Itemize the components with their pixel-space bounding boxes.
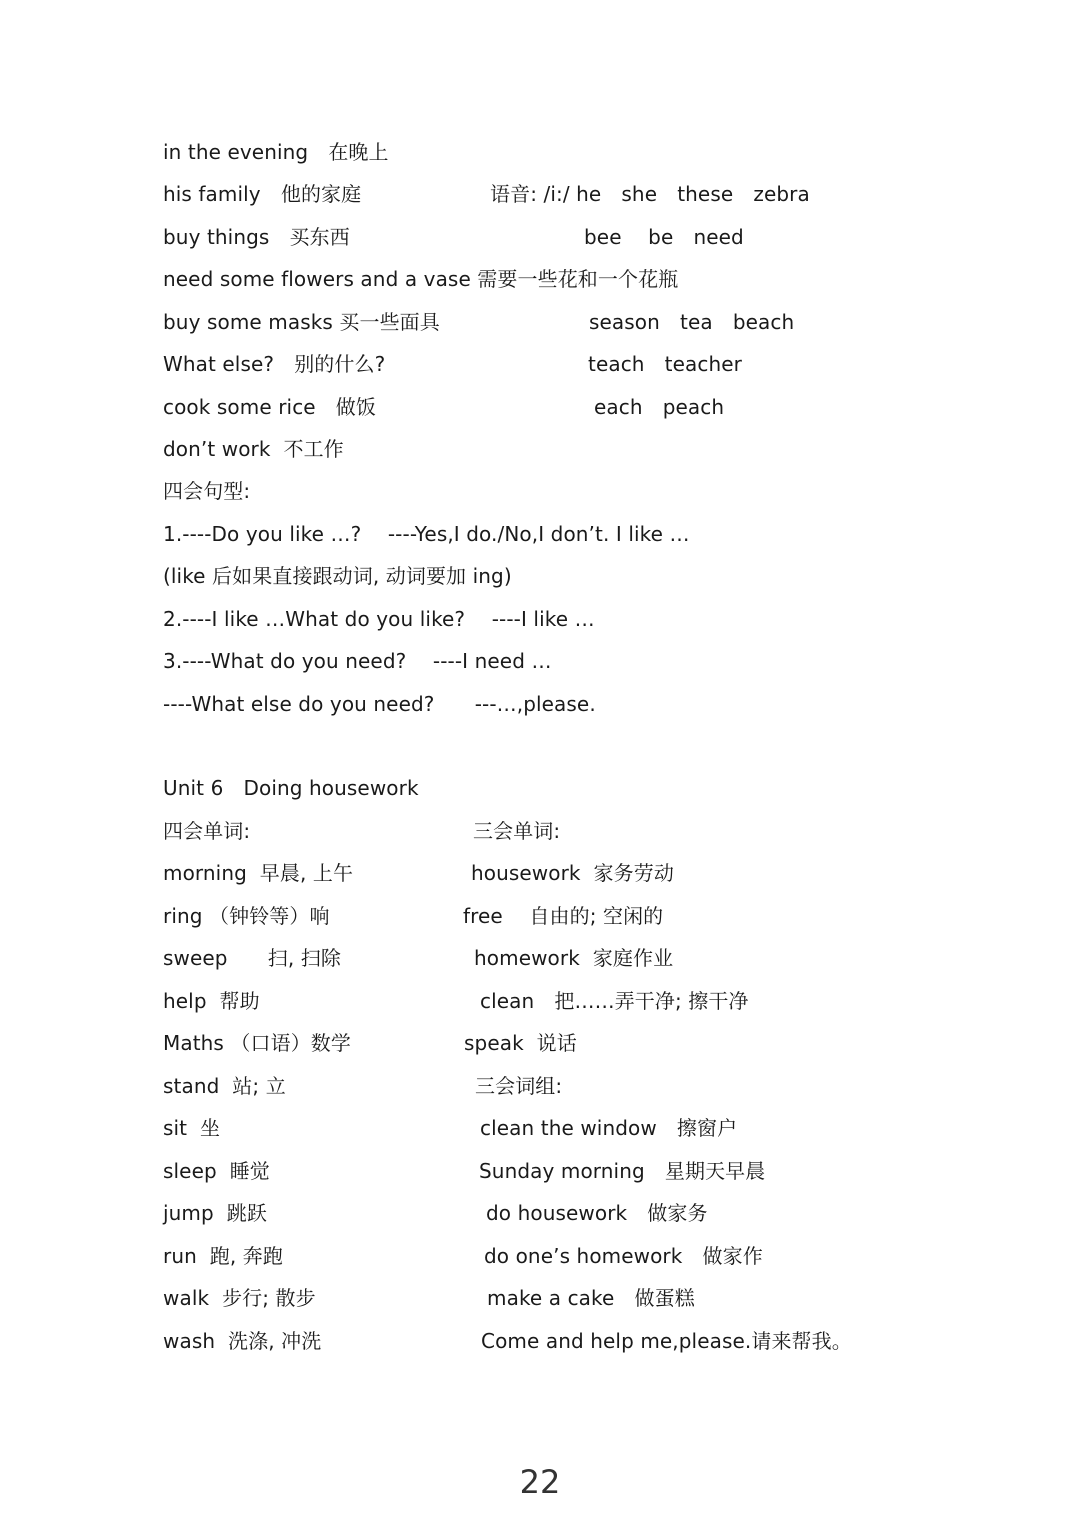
phrase-line: Come and help me,please.请来帮我。	[481, 1329, 852, 1353]
word-line: stand 站; 立	[163, 1074, 286, 1098]
word-line: help 帮助	[163, 989, 260, 1013]
phonics-line: teach teacher	[588, 352, 742, 376]
phrase-line: buy things 买东西	[163, 225, 350, 249]
word-line: homework 家庭作业	[474, 946, 674, 970]
phrase-line: in the evening 在晚上	[163, 140, 389, 164]
sentence-line: (like 后如果直接跟动词, 动词要加 ing)	[163, 564, 512, 588]
phrase-line: Sunday morning 星期天早晨	[479, 1159, 766, 1183]
word-line: speak 说话	[464, 1031, 577, 1055]
phrase-line: do one’s homework 做家作	[484, 1244, 763, 1268]
phrase-line: need some flowers and a vase 需要一些花和一个花瓶	[163, 267, 679, 291]
word-line: run 跑, 奔跑	[163, 1244, 284, 1268]
sentence-line: 3.----What do you need? ----I need …	[163, 649, 552, 673]
phrase-line: do housework 做家务	[486, 1201, 708, 1225]
phrase-line: make a cake 做蛋糕	[487, 1286, 695, 1310]
sentence-line: ----What else do you need? ---…,please.	[163, 692, 596, 716]
phrase-line: cook some rice 做饭	[163, 395, 376, 419]
sentence-line: 2.----I like …What do you like? ----I like …	[163, 607, 595, 631]
phrase-line: clean the window 擦窗户	[480, 1116, 738, 1140]
phrase-line: buy some masks 买一些面具	[163, 310, 440, 334]
word-line: sleep 睡觉	[163, 1159, 270, 1183]
phonics-line: season tea beach	[589, 310, 795, 334]
word-line: ring （钟铃等）响	[163, 904, 330, 928]
phrase-line: his family 他的家庭	[163, 182, 362, 206]
phonics-line: bee be need	[584, 225, 744, 249]
word-line: sit 坐	[163, 1116, 221, 1140]
section-heading: 四会单词:	[163, 819, 251, 843]
word-line: sweep 扫, 扫除	[163, 946, 341, 970]
word-line: clean 把……弄干净; 擦干净	[480, 989, 749, 1013]
section-heading: 三会词组:	[475, 1074, 563, 1098]
phrase-line: What else? 别的什么?	[163, 352, 386, 376]
word-line: housework 家务劳动	[471, 861, 674, 885]
sentence-line: 1.----Do you like …? ----Yes,I do./No,I don’t. I like …	[163, 522, 690, 546]
section-heading: 四会句型:	[163, 479, 251, 503]
phonics-line: each peach	[594, 395, 725, 419]
word-line: wash 洗涤, 冲洗	[163, 1329, 322, 1353]
word-line: Maths （口语）数学	[163, 1031, 352, 1055]
phrase-line: don’t work 不工作	[163, 437, 344, 461]
unit-title: Unit 6 Doing housework	[163, 776, 419, 800]
word-line: free 自由的; 空闲的	[463, 904, 664, 928]
word-line: walk 步行; 散步	[163, 1286, 316, 1310]
page-number: 22	[519, 1463, 561, 1501]
phonics-line: 语音: /i:/ he she these zebra	[490, 182, 810, 206]
word-line: jump 跳跃	[163, 1201, 267, 1225]
section-heading: 三会单词:	[473, 819, 561, 843]
word-line: morning 早晨, 上午	[163, 861, 354, 885]
